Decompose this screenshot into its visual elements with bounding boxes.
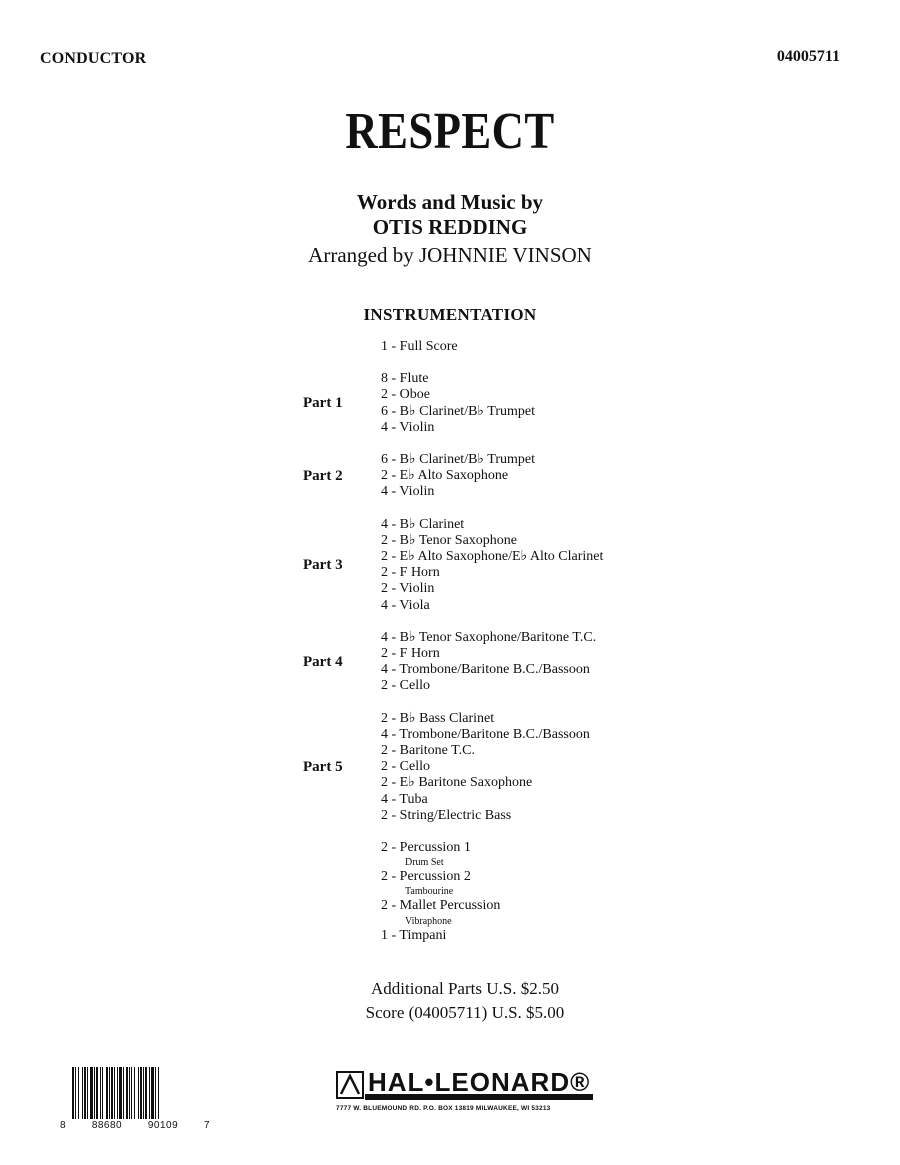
instrument-item: 2 - String/Electric Bass [381,807,512,823]
instrument-group [381,452,603,501]
instrument-item: 8 - Flute [381,371,429,387]
percussion-sub-item: Tambourine [405,886,454,898]
header-catalog-number: 04005711 [776,48,840,65]
part-label: Part 4 [303,653,343,670]
instrument-item: 4 - B♭ Clarinet [381,516,465,532]
score-price: Score (04005711) U.S. $5.00 [365,1003,565,1022]
barcode-lead-digit: 8 [60,1120,67,1131]
instrument-item: 2 - Oboe [381,387,430,403]
instrument-item: 4 - B♭ Tenor Saxophone/Baritone T.C. [381,629,597,645]
instrument-item: 2 - Violin [381,581,435,597]
percussion-sub-item: Drum Set [405,857,444,869]
instrument-item: 1 - Full Score [381,339,458,354]
instrument-item: 2 - Cello [381,678,430,694]
instrumentation-heading: INSTRUMENTATION [363,305,537,324]
part-label: Part 3 [303,556,343,573]
instrument-group [381,711,603,824]
instrument-group [381,517,603,614]
barcode [70,1067,196,1119]
instrument-item: 2 - E♭ Alto Saxophone/E♭ Alto Clarinet [381,549,604,565]
percussion-sub-item: Vibraphone [405,915,452,927]
instrument-item: 4 - Violin [381,419,435,435]
part-label: Part 5 [303,758,343,775]
header-conductor: CONDUCTOR [40,50,147,67]
page-title: RESPECT [345,103,555,160]
instrument-item: 6 - B♭ Clarinet/B♭ Trumpet [381,452,535,468]
percussion-group [381,840,603,944]
percussion-item: 1 - Timpani [381,927,447,943]
additional-parts-price: Additional Parts U.S. $2.50 [371,979,559,998]
instrument-group [381,371,603,436]
instrument-item: 4 - Violin [381,484,435,500]
barcode-left-digits: 88680 [91,1120,123,1131]
instrument-group [381,630,603,695]
instrument-item: 2 - F Horn [381,646,440,662]
instrument-item: 2 - F Horn [381,565,440,581]
instrument-item: 2 - E♭ Baritone Saxophone [381,775,533,791]
percussion-item: 2 - Percussion 2 [381,869,471,885]
instrument-item: 6 - B♭ Clarinet/B♭ Trumpet [381,403,535,419]
instrument-item: 4 - Trombone/Baritone B.C./Bassoon [381,726,590,742]
percussion-item: 2 - Mallet Percussion [381,898,501,914]
instrument-item: 2 - Baritone T.C. [381,743,475,759]
barcode-check-digit: 7 [203,1120,210,1131]
publisher-address: 7777 W. BLUEMOUND RD. P.O. BOX 13819 MILWAUKEE, WI 53213 [336,1105,551,1112]
instrument-item: 4 - Viola [381,597,430,613]
instrument-item: 4 - Tuba [381,791,428,807]
percussion-item: 2 - Percussion 1 [381,840,471,856]
instrument-item: 2 - B♭ Tenor Saxophone [381,532,518,548]
instrument-item: 4 - Trombone/Baritone B.C./Bassoon [381,662,590,678]
instrument-item: 2 - E♭ Alto Saxophone [381,468,509,484]
instrument-item: 2 - Cello [381,759,430,775]
composer-name: OTIS REDDING [372,215,528,239]
publisher-name: HAL•LEONARD® [368,1067,591,1097]
instrumentation-list [381,339,603,944]
barcode-number [60,1120,210,1131]
arranger-credit: Arranged by JOHNNIE VINSON [308,243,592,267]
instrument-item: 2 - B♭ Bass Clarinet [381,710,495,726]
part-label: Part 2 [303,467,343,484]
part-label: Part 1 [303,394,343,411]
barcode-right-digits: 90109 [147,1120,179,1131]
words-music-label: Words and Music by [356,190,544,214]
instrument-group [381,339,603,355]
